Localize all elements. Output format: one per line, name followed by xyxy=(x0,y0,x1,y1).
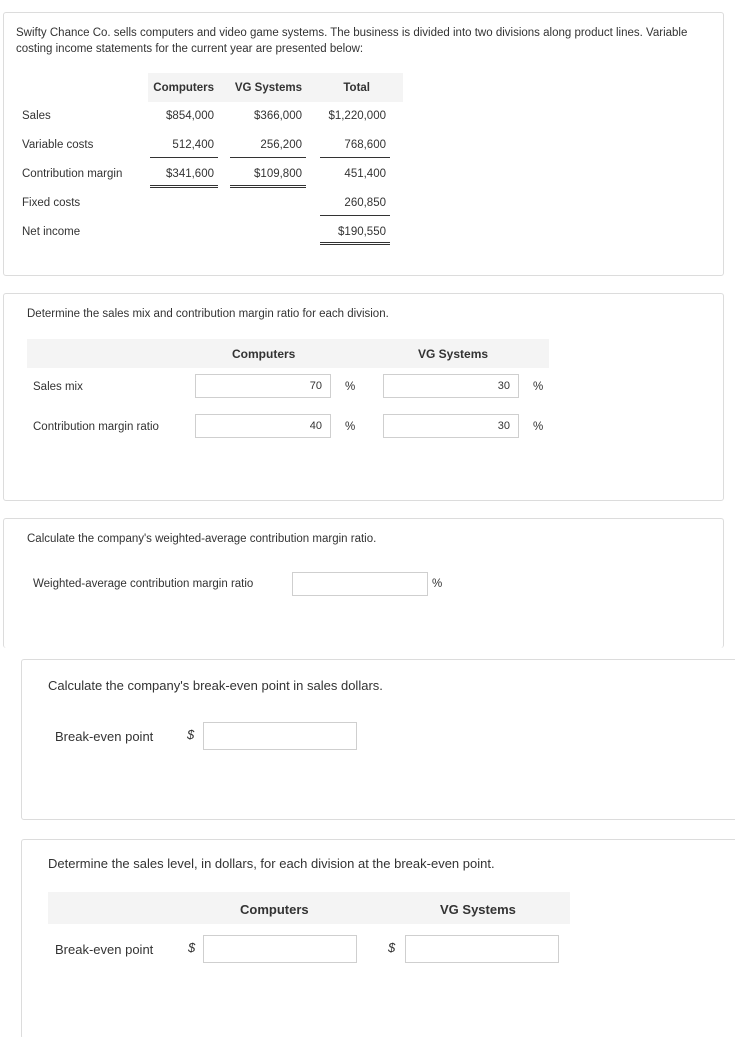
percent-unit: % xyxy=(533,421,544,433)
row-label-contribution-margin: Contribution margin xyxy=(22,168,123,180)
cm-computers: $341,600 xyxy=(166,168,214,180)
variable-costs-computers: 512,400 xyxy=(172,139,214,151)
q2-prompt: Calculate the company's weighted-average contribution margin ratio. xyxy=(27,533,377,545)
dollar-sign: $ xyxy=(187,727,195,742)
variable-costs-total: 768,600 xyxy=(344,139,386,151)
row-label-sales: Sales xyxy=(22,110,51,122)
sales-mix-computers-input[interactable]: 70 xyxy=(195,374,331,398)
row-label-fixed-costs: Fixed costs xyxy=(22,197,81,209)
weighted-cm-input[interactable] xyxy=(292,572,428,596)
sales-mix-vg-input[interactable]: 30 xyxy=(383,374,519,398)
weighted-cm-label: Weighted-average contribution margin ratio xyxy=(33,578,254,590)
break-even-input[interactable] xyxy=(203,722,357,750)
income-statement-card xyxy=(3,12,724,276)
divider xyxy=(320,215,390,216)
division-break-even-card xyxy=(21,839,735,1037)
q1-header-computers: Computers xyxy=(232,347,296,361)
vg-break-even-input[interactable] xyxy=(405,935,559,963)
sales-computers: $854,000 xyxy=(166,110,214,122)
q1-header-vg: VG Systems xyxy=(418,347,489,361)
row-label-variable-costs: Variable costs xyxy=(22,139,94,151)
q4-prompt: Determine the sales level, in dollars, for each division at the break-even point. xyxy=(48,856,495,871)
statement-header-vg: VG Systems xyxy=(234,82,302,94)
statement-header-computers: Computers xyxy=(153,82,214,94)
percent-unit: % xyxy=(432,578,443,590)
percent-unit: % xyxy=(533,381,544,393)
dollar-sign: $ xyxy=(188,940,196,955)
sales-mix-card xyxy=(3,293,724,501)
sales-mix-label: Sales mix xyxy=(33,381,83,393)
q1-prompt: Determine the sales mix and contribution margin ratio for each division. xyxy=(27,308,389,320)
q4-header-vg: VG Systems xyxy=(440,902,516,917)
cm-ratio-label: Contribution margin ratio xyxy=(33,421,159,433)
computers-break-even-input[interactable] xyxy=(203,935,357,963)
divider xyxy=(230,157,306,158)
sales-vg: $366,000 xyxy=(254,110,302,122)
net-income-total: $190,550 xyxy=(338,226,386,238)
row-label-net-income: Net income xyxy=(22,226,81,238)
sales-total: $1,220,000 xyxy=(328,110,386,122)
cm-vg: $109,800 xyxy=(254,168,302,180)
q4-header-computers: Computers xyxy=(240,902,309,917)
cm-ratio-computers-input[interactable]: 40 xyxy=(195,414,331,438)
cm-ratio-vg-input[interactable]: 30 xyxy=(383,414,519,438)
cm-total: 451,400 xyxy=(344,168,386,180)
statement-header-total: Total xyxy=(343,82,370,94)
percent-unit: % xyxy=(345,381,356,393)
intro-text: Swifty Chance Co. sells computers and video game systems. The business is divided into two divisions along product lines. Variable costing income statements for the current year are presented below: xyxy=(16,27,688,55)
q3-prompt: Calculate the company's break-even point in sales dollars. xyxy=(48,678,383,693)
percent-unit: % xyxy=(345,421,356,433)
fixed-costs-total: 260,850 xyxy=(344,197,386,209)
divider xyxy=(150,157,218,158)
double-underline xyxy=(320,242,390,245)
weighted-cm-card xyxy=(3,518,724,648)
double-underline xyxy=(230,185,306,188)
divider xyxy=(320,157,390,158)
double-underline xyxy=(150,185,218,188)
break-even-card xyxy=(21,659,735,820)
variable-costs-vg: 256,200 xyxy=(260,139,302,151)
dollar-sign: $ xyxy=(388,940,396,955)
division-break-even-label: Break-even point xyxy=(55,942,154,957)
break-even-label: Break-even point xyxy=(55,729,154,744)
